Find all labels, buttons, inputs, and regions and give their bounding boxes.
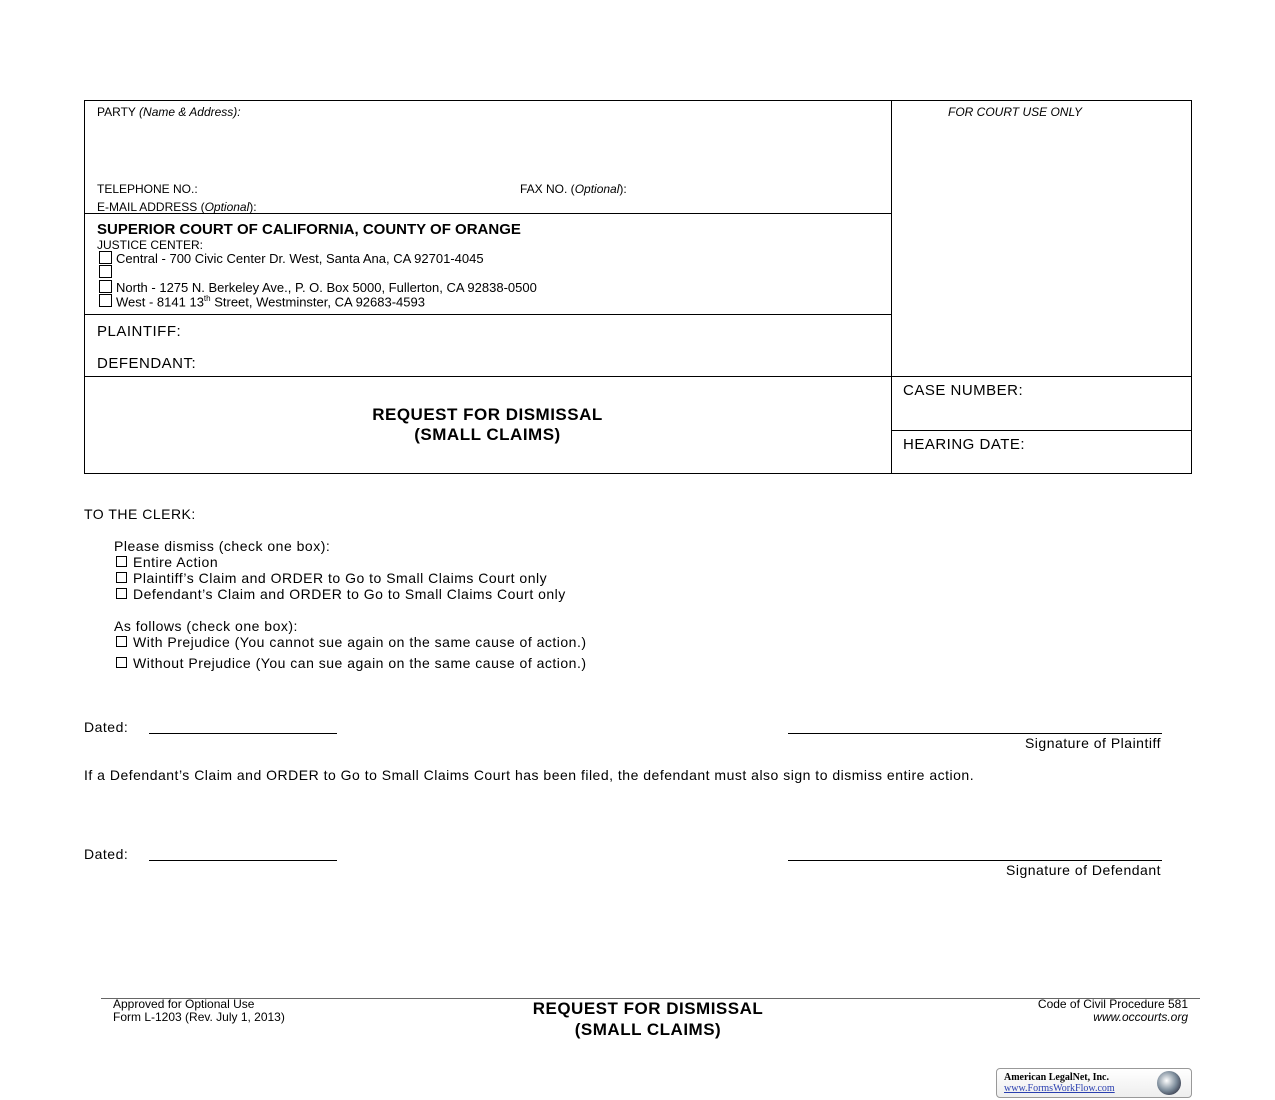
checkbox[interactable] <box>116 636 127 647</box>
telephone-label: TELEPHONE NO.: <box>97 182 198 196</box>
divider <box>84 376 1191 377</box>
checkbox[interactable] <box>99 265 112 278</box>
logo-text: American LegalNet, Inc. <box>1004 1072 1109 1083</box>
center-north[interactable] <box>99 280 537 295</box>
option-label: Defendant’s Claim and ORDER to Go to Small Claims Court only <box>133 586 566 602</box>
option-defendant-claim[interactable] <box>116 586 566 602</box>
email-label: E-MAIL ADDRESS (Optional): <box>97 200 257 214</box>
globe-icon <box>1157 1071 1181 1095</box>
checkbox[interactable] <box>116 572 127 583</box>
superscript: th <box>203 294 211 303</box>
option-entire-action[interactable] <box>116 554 218 570</box>
center-label: North - 1275 N. Berkeley Ave., P. O. Box 5000, Fullerton, CA 92838-0500 <box>116 280 537 295</box>
option-without-prejudice[interactable] <box>116 655 587 671</box>
signature-line-defendant[interactable] <box>788 860 1162 861</box>
footer-approval: Approved for Optional Use Form L-1203 (Rev. July 1, 2013) <box>113 997 285 1024</box>
dismiss-prompt: Please dismiss (check one box): <box>114 538 331 554</box>
center-label: Street, Westminster, CA 92683-4593 <box>210 294 425 310</box>
defendant-note: If a Defendant’s Claim and ORDER to Go to Small Claims Court has been filed, the defendant must also sign to dismiss entire action. <box>84 767 975 783</box>
dated-label-defendant: Dated: <box>84 846 129 862</box>
as-follows-prompt: As follows (check one box): <box>114 618 298 634</box>
dated-label-plaintiff: Dated: <box>84 719 129 735</box>
signature-line-plaintiff[interactable] <box>788 733 1162 734</box>
footer-code: Code of Civil Procedure 581 www.occourts.org <box>1037 997 1188 1024</box>
center-west[interactable] <box>99 294 425 309</box>
plaintiff-label: PLAINTIFF: <box>97 323 182 340</box>
center-central[interactable] <box>99 251 484 266</box>
footer-title: REQUEST FOR DISMISSAL (SMALL CLAIMS) <box>532 999 764 1039</box>
option-plaintiff-claim[interactable] <box>116 570 547 586</box>
checkbox[interactable] <box>116 556 127 567</box>
signature-defendant-label: Signature of Defendant <box>1006 862 1161 878</box>
dated-field-defendant[interactable] <box>149 860 337 861</box>
hearing-date-label: HEARING DATE: <box>903 436 1026 453</box>
checkbox[interactable] <box>99 294 112 307</box>
divider <box>891 100 892 473</box>
case-number-label: CASE NUMBER: <box>903 382 1024 399</box>
checkbox[interactable] <box>116 588 127 599</box>
fax-label: FAX NO. (Optional): <box>520 182 627 196</box>
signature-plaintiff-label: Signature of Plaintiff <box>1024 735 1161 751</box>
option-label: Plaintiff’s Claim and ORDER to Go to Small Claims Court only <box>133 570 548 586</box>
center-blank[interactable] <box>99 265 116 280</box>
dated-field-plaintiff[interactable] <box>149 733 337 734</box>
option-label: Without Prejudice (You can sue again on the same cause of action.) <box>133 655 587 671</box>
logo-link[interactable]: www.FormsWorkFlow.com <box>1004 1083 1115 1094</box>
court-name: SUPERIOR COURT OF CALIFORNIA, COUNTY OF ORANGE <box>97 221 521 238</box>
center-label: West - 8141 13 <box>116 294 204 310</box>
center-label: Central - 700 Civic Center Dr. West, Santa Ana, CA 92701-4045 <box>116 251 484 266</box>
checkbox[interactable] <box>99 251 112 264</box>
divider <box>84 314 891 315</box>
to-clerk: TO THE CLERK: <box>84 506 196 522</box>
checkbox[interactable] <box>99 280 112 293</box>
court-use-label: FOR COURT USE ONLY <box>948 105 1083 119</box>
option-with-prejudice[interactable] <box>116 634 587 650</box>
divider <box>891 430 1191 431</box>
form-title: REQUEST FOR DISMISSAL (SMALL CLAIMS) <box>372 405 603 444</box>
justice-center-label: JUSTICE CENTER: <box>97 238 204 252</box>
party-label: PARTY (Name & Address): <box>97 105 241 119</box>
checkbox[interactable] <box>116 657 127 668</box>
defendant-label: DEFENDANT: <box>97 355 197 372</box>
option-label: Entire Action <box>133 554 219 570</box>
option-label: With Prejudice (You cannot sue again on the same cause of action.) <box>133 634 587 650</box>
american-legalnet-logo[interactable] <box>996 1068 1192 1098</box>
